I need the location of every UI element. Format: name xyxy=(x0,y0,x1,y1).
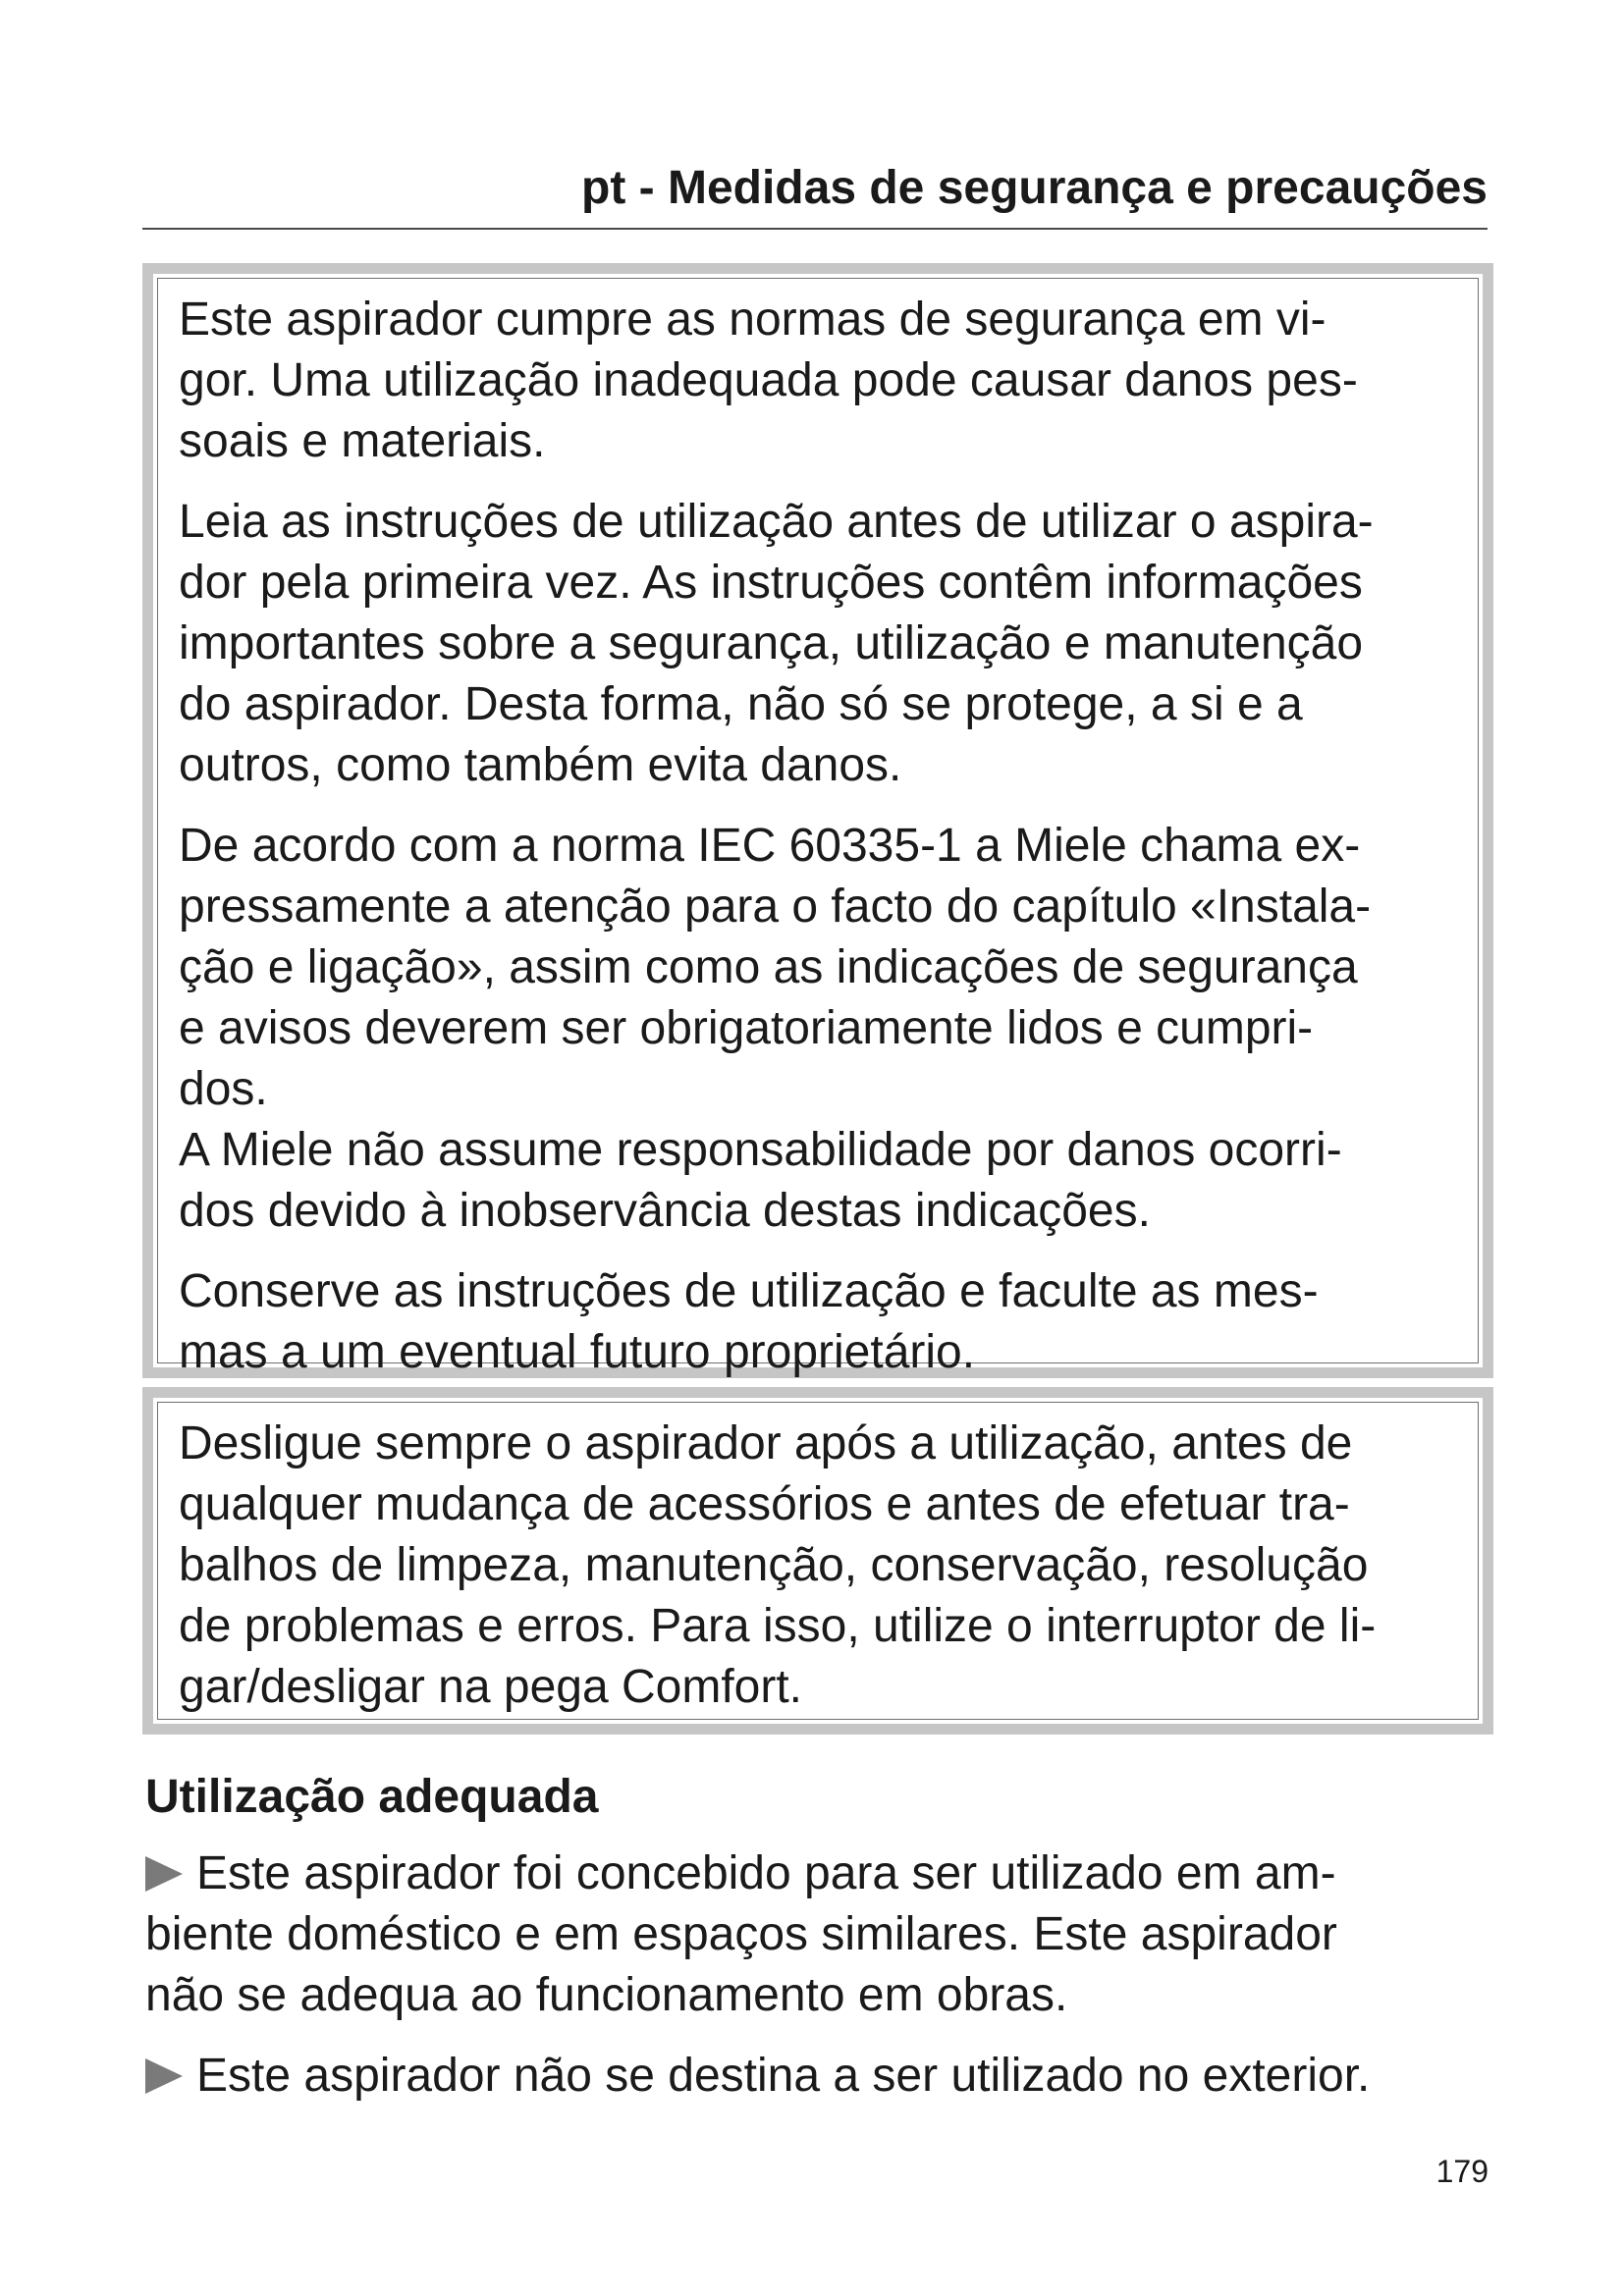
text-line: gor. Uma utilização inadequada pode causar danos pes- xyxy=(179,354,1358,406)
text-line: Este aspirador foi concebido para ser utilizado em am- xyxy=(196,1847,1336,1899)
text-line: balhos de limpeza, manutenção, conservação, resolução xyxy=(179,1539,1369,1591)
arrow-right-icon xyxy=(145,2058,183,2094)
notice-paragraph xyxy=(179,492,1469,796)
bullet-item xyxy=(145,2046,1500,2107)
text-line: Este aspirador cumpre as normas de segurança em vi- xyxy=(179,294,1326,346)
text-line: dos. xyxy=(179,1063,268,1115)
bullet-item xyxy=(145,1843,1500,2026)
text-line: importantes sobre a segurança, utilização e manutenção xyxy=(179,617,1364,669)
text-line: Conserve as instruções de utilização e faculte as mes- xyxy=(179,1265,1319,1317)
notice-paragraph xyxy=(179,290,1469,472)
safety-notice-content xyxy=(179,290,1469,1403)
notice-paragraph xyxy=(179,1414,1469,1718)
text-line: ção e ligação», assim como as indicações de segurança xyxy=(179,941,1358,993)
text-line: Este aspirador não se destina a ser utilizado no exterior. xyxy=(196,2050,1371,2102)
text-line: do aspirador. Desta forma, não só se protege, a si e a xyxy=(179,678,1303,730)
text-line: outros, como também evita danos. xyxy=(179,739,902,791)
text-line: mas a um eventual futuro proprietário. xyxy=(179,1326,976,1378)
section-title: Utilização adequada xyxy=(145,1771,599,1823)
text-line: A Miele não assume responsabilidade por danos ocorri- xyxy=(179,1124,1342,1176)
text-line: dos devido à inobservância destas indicações. xyxy=(179,1185,1151,1237)
header-title: pt - Medidas de segurança e precauções xyxy=(581,162,1488,214)
arrow-right-icon xyxy=(145,1856,183,1892)
notice-paragraph xyxy=(179,816,1469,1242)
bullet-list xyxy=(145,1843,1500,2126)
page-number: 179 xyxy=(1435,2154,1489,2189)
text-line: qualquer mudança de acessórios e antes de efetuar tra- xyxy=(179,1478,1350,1530)
page-header xyxy=(142,157,1488,230)
text-line: dor pela primeira vez. As instruções contêm informações xyxy=(179,557,1363,609)
text-line: pressamente a atenção para o facto do capítulo «Instala- xyxy=(179,881,1372,933)
text-line: soais e materiais. xyxy=(179,415,546,467)
text-line: biente doméstico e em espaços similares. Este aspirador xyxy=(145,1908,1337,1960)
text-line: de problemas e erros. Para isso, utilize o interruptor de li- xyxy=(179,1600,1377,1652)
safety-notice-box xyxy=(142,263,1493,1378)
notice-paragraph xyxy=(179,1261,1469,1383)
text-line: Leia as instruções de utilização antes de utilizar o aspira- xyxy=(179,496,1374,548)
text-line: não se adequa ao funcionamento em obras. xyxy=(145,1969,1068,2021)
text-line: gar/desligar na pega Comfort. xyxy=(179,1661,803,1713)
text-line: De acordo com a norma IEC 60335-1 a Miele chama ex- xyxy=(179,820,1361,872)
warning-notice-content xyxy=(179,1414,1469,1737)
text-line: Desligue sempre o aspirador após a utilização, antes de xyxy=(179,1417,1353,1469)
text-line: e avisos deverem ser obrigatoriamente lidos e cumpri- xyxy=(179,1002,1314,1054)
warning-notice-box xyxy=(142,1387,1493,1735)
